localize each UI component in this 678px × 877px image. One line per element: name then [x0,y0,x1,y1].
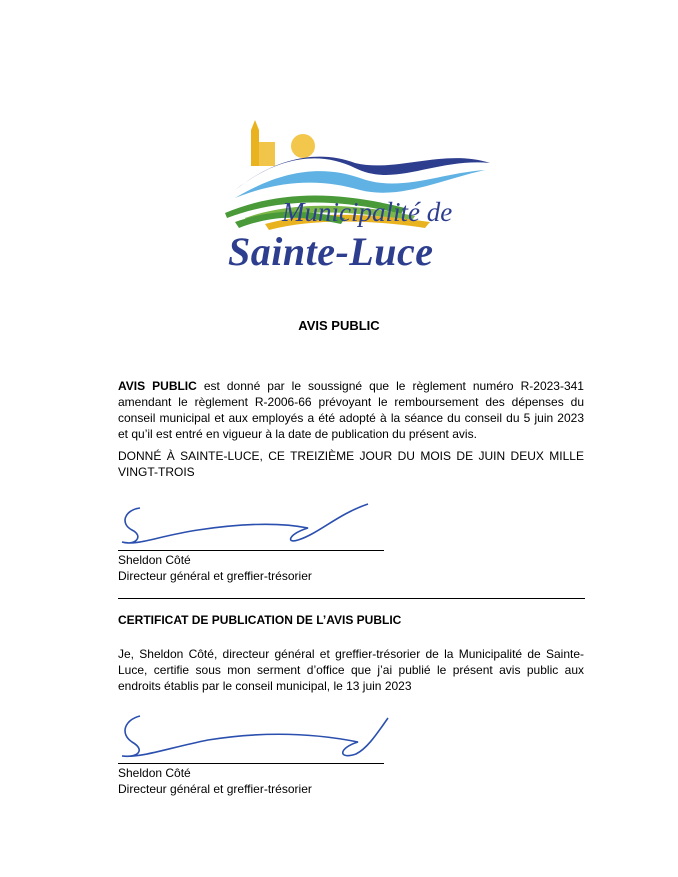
certificate-title: CERTIFICAT DE PUBLICATION DE L’AVIS PUBLIC [118,613,402,627]
certificate-paragraph: Je, Sheldon Côté, directeur général et greffier-trésorier de la Municipalité de Sainte-Luce, certifie sous mon serment d’office que j’ai publié le présent avis public aux endroits établis par le conseil municipal, le 13 juin 2023 [118,647,584,693]
church-spire [251,120,259,130]
signature-image-2 [118,712,398,762]
signer-role: Directeur général et greffier-trésorier [118,569,312,583]
notice-paragraph-lead: AVIS PUBLIC [118,379,197,393]
notice-paragraph [118,378,584,442]
section-divider [118,598,585,599]
notice-paragraph-body: est donné par le soussigné que le règlement numéro R-2023-341 amendant le règlement R-2006-66 prévoyant le remboursement des dépenses du conseil municipal et aux employés a été adopté à la séance du conseil du 5 juin 2023 et qu’il est entré en vigueur à la date de publication du présent avis. [118,379,584,441]
signature-line [118,550,384,551]
given-at-paragraph: DONNÉ À SAINTE-LUCE, CE TREIZIÈME JOUR DU MOIS DE JUIN DEUX MILLE VINGT-TROIS [118,449,584,479]
signature-line-2 [118,763,384,764]
church-body [259,142,275,166]
certificate-signer-role: Directeur général et greffier-trésorier [118,782,312,796]
certificate-signer-name: Sheldon Côté [118,766,191,780]
light-blue-swoosh [235,170,485,198]
church-tower [251,130,259,166]
signer-name: Sheldon Côté [118,553,191,567]
signature-image [118,500,398,550]
logo-text-municipalite: Municipalité de [282,197,453,227]
logo-text-sainte-luce: Sainte-Luce [228,229,434,274]
notice-title: AVIS PUBLIC [298,318,380,333]
sun [291,134,315,158]
